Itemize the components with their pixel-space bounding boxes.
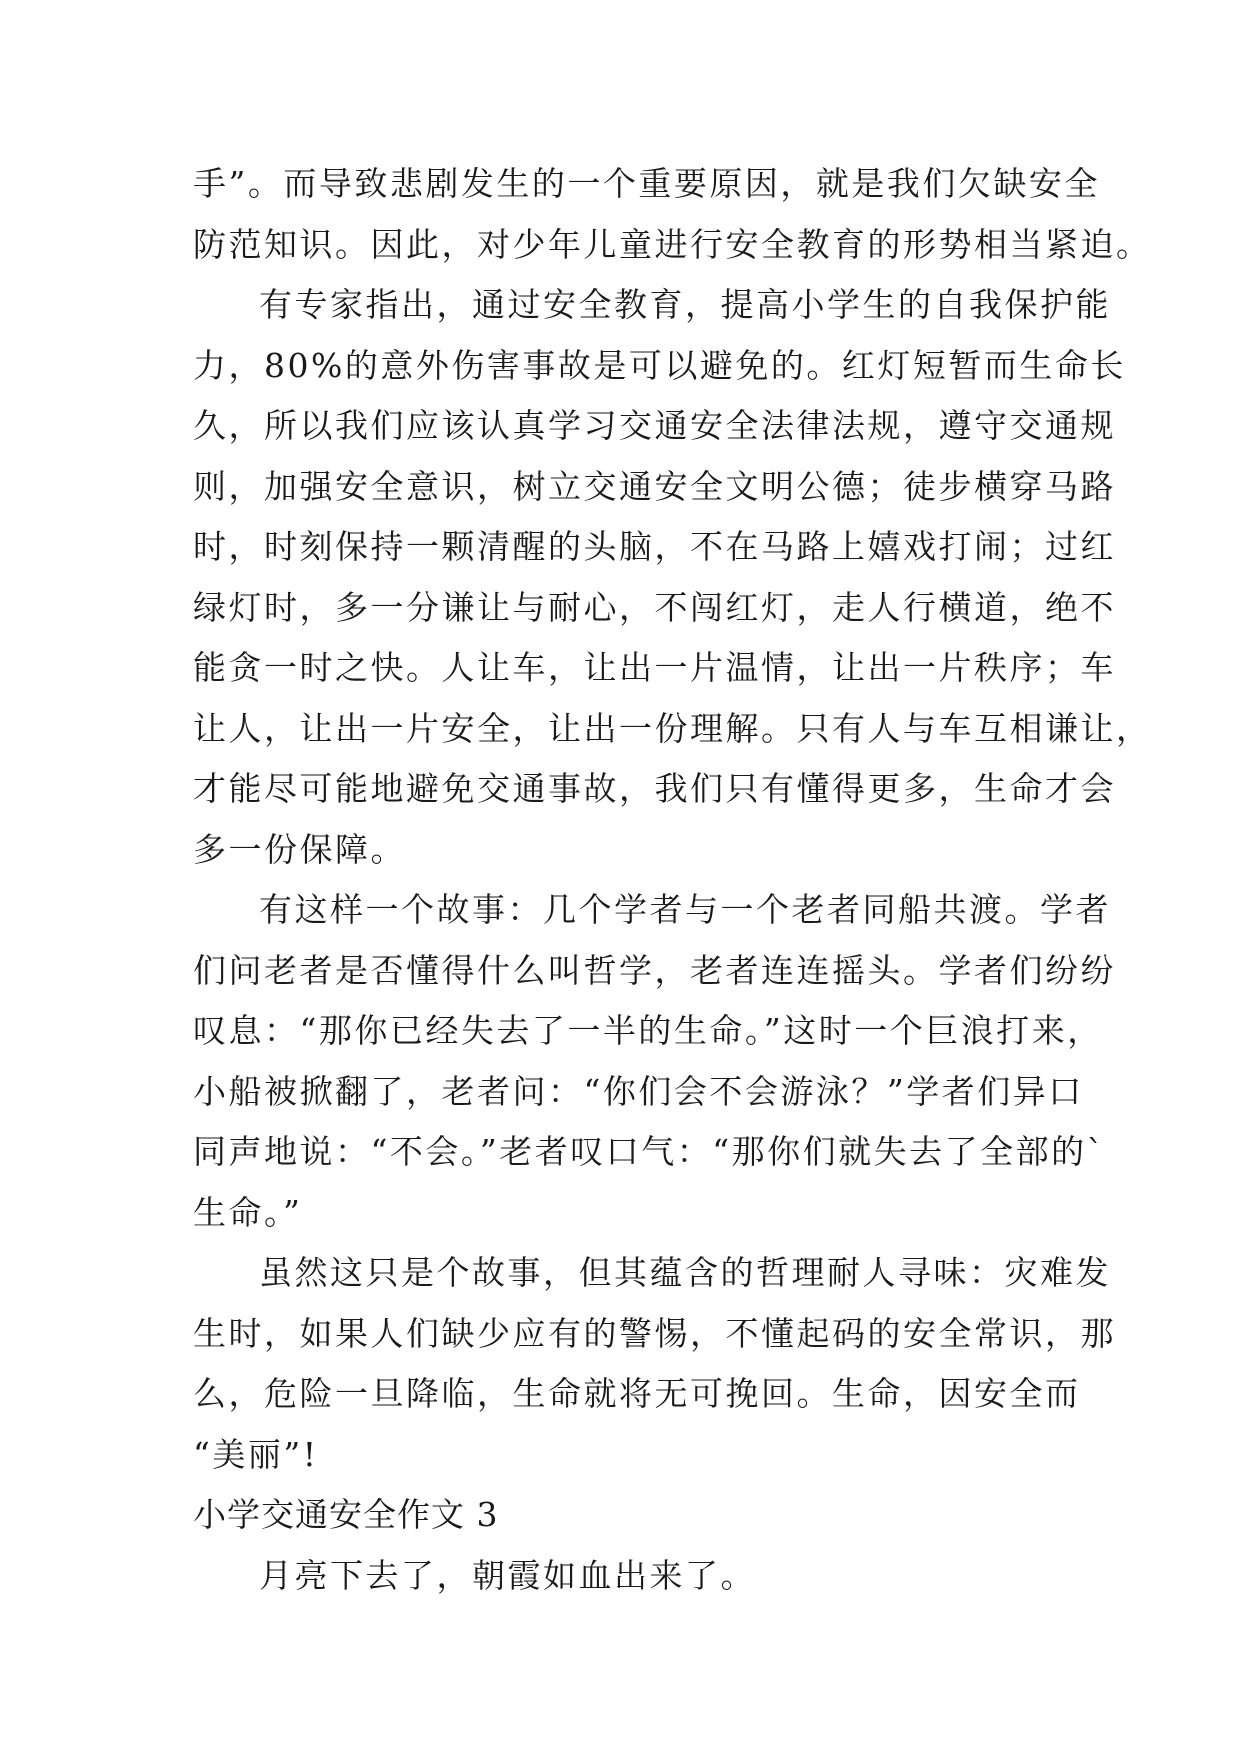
text-line: 月亮下去了，朝霞如血出来了。 xyxy=(259,1555,756,1595)
text-line: 时，时刻保持一颗清醒的头脑，不在马路上嬉戏打闹；过红 xyxy=(193,527,1116,566)
text-line: 让人，让出一片安全，让出一份理解。只有人与车互相谦让， xyxy=(193,708,1152,748)
document-body xyxy=(193,154,1152,1606)
text-line: 多一份保障。 xyxy=(193,829,406,869)
text-line: 力，80%的意外伤害事故是可以避免的。红灯短暂而生命长 xyxy=(193,345,1126,385)
text-line: 们问老者是否懂得什么叫哲学，老者连连摇头。学者们纷纷 xyxy=(193,950,1116,990)
text-line: 久，所以我们应该认真学习交通安全法律法规，遵守交通规 xyxy=(193,406,1116,445)
text-line: 手”。而导致悲剧发生的一个重要原因，就是我们欠缺安全 xyxy=(193,164,1100,203)
text-line: 生命。” xyxy=(193,1192,303,1232)
text-line: 能贪一时之快。人让车，让出一片温情，让出一片秩序；车 xyxy=(193,648,1116,687)
text-line: 生时，如果人们缺少应有的警惕，不懂起码的安全常识，那 xyxy=(193,1313,1116,1353)
text-line: 有专家指出，通过安全教育，提高小学生的自我保护能 xyxy=(259,285,1111,324)
section-heading: 小学交通安全作文 3 xyxy=(193,1495,499,1534)
text-line: 小船被掀翻了，老者问：“你们会不会游泳？”学者们异口 xyxy=(193,1071,1084,1111)
text-line: 则，加强安全意识，树立交通安全文明公德；徒步横穿马路 xyxy=(193,466,1116,506)
text-line: 绿灯时，多一分谦让与耐心，不闯红灯，走人行横道，绝不 xyxy=(193,587,1116,627)
text-line: 才能尽可能地避免交通事故，我们只有懂得更多，生命才会 xyxy=(193,769,1116,808)
text-line: 叹息：“那你已经失去了一半的生命。”这时一个巨浪打来， xyxy=(193,1011,1103,1050)
text-line: “美丽”! xyxy=(193,1434,319,1474)
text-line: 防范知识。因此，对少年儿童进行安全教育的形势相当紧迫。 xyxy=(193,224,1152,264)
text-line: 么，危险一旦降临，生命就将无可挽回。生命，因安全而 xyxy=(193,1374,1081,1413)
text-line: 同声地说：“不会。”老者叹口气：“那你们就失去了全部的` xyxy=(193,1132,1106,1171)
text-line: 有这样一个故事：几个学者与一个老者同船共渡。学者 xyxy=(259,890,1111,929)
text-line: 虽然这只是个故事，但其蕴含的哲理耐人寻味：灾难发 xyxy=(259,1253,1111,1292)
